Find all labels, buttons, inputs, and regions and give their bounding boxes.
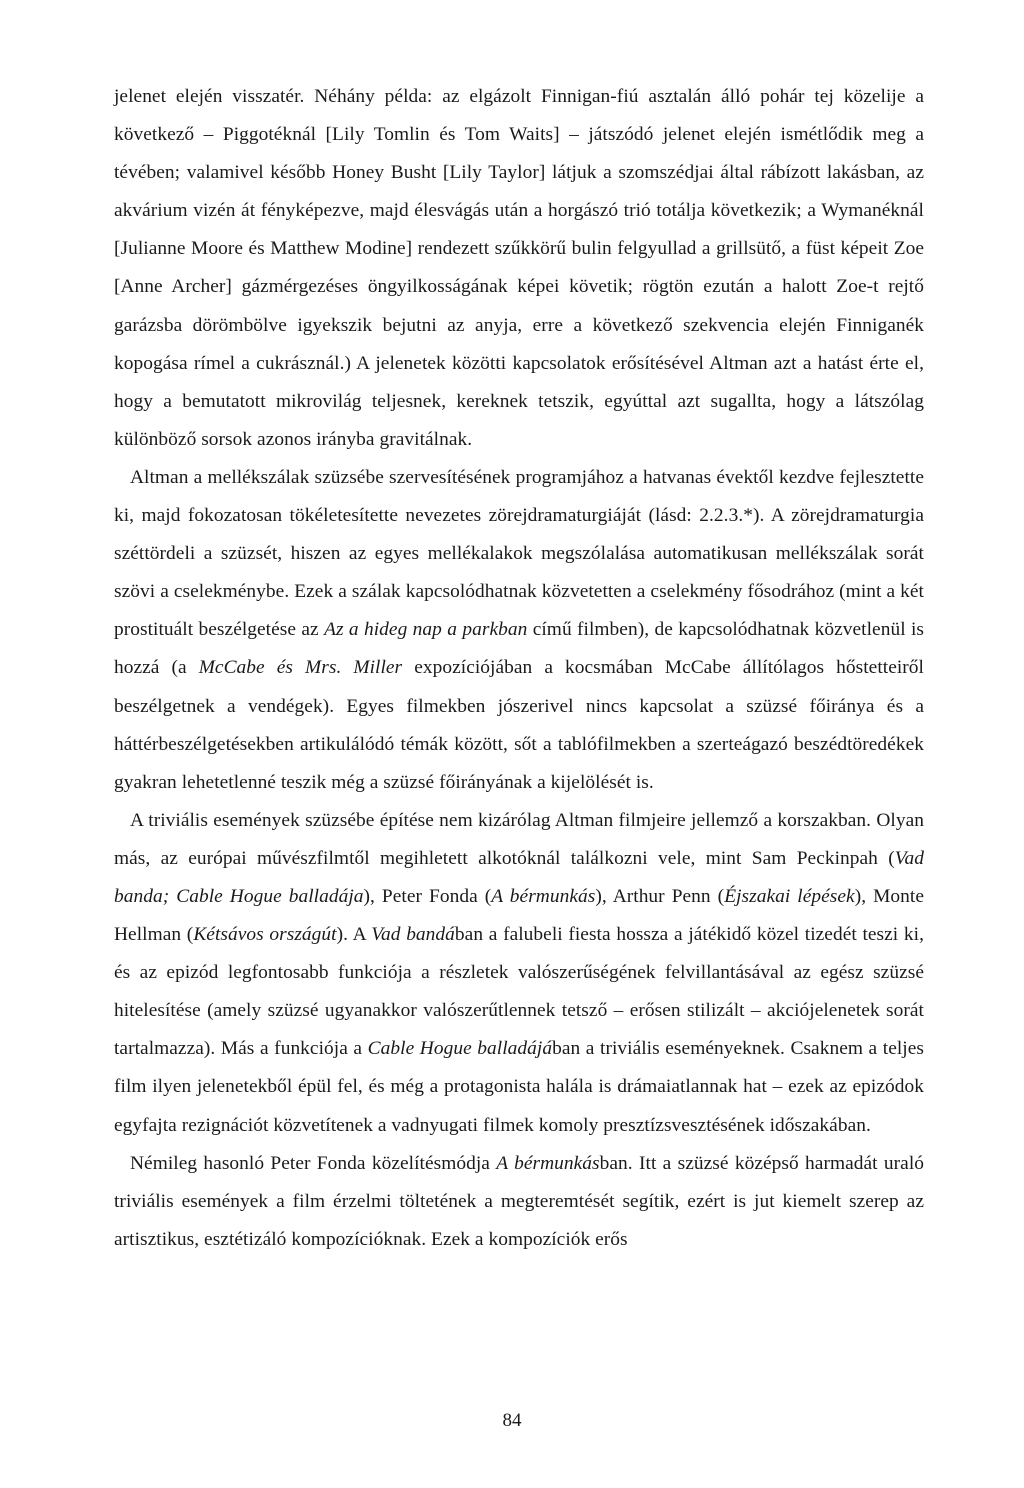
text-run: ), Arthur Penn ( — [595, 885, 725, 907]
italic-title: Az a hideg nap a parkban — [324, 619, 528, 641]
italic-title: Cable Hogue balladájá — [367, 1038, 553, 1060]
paragraph — [114, 78, 924, 459]
italic-title: Vad banda; Cable Hogue balladája — [114, 847, 924, 907]
paragraph — [114, 1145, 924, 1259]
text-run: Némileg hasonló Peter Fonda közelítésmódja — [130, 1152, 497, 1174]
body-text — [114, 78, 924, 1259]
italic-title: McCabe és Mrs. Miller — [198, 657, 403, 679]
text-run: ). A — [336, 924, 372, 946]
text-run: Altman a mellékszálak szüzsébe szervesítésének programjához a hatvanas évektől kezdve fejlesztette ki, majd fokozatosan tökéletesítette nevezetes zörejdramaturgiáját (lásd: 2.2.3.*). A zörejdramaturgia széttördeli a szüzsét, hiszen az egyes mellékalakok megszólalása automatikusan mellékszálak sorát szövi a cselekménybe. Ezek a szálak kapcsolódhatnak közvetetten a cselekmény fősodrához (mint a két prostituált beszélgetése az — [114, 466, 924, 641]
italic-title: A bérmunkás — [491, 885, 596, 907]
text-run: expozíciójában a kocsmában McCabe állítólagos hőstetteiről beszélgetnek a vendégek). Egyes filmekben jószerivel nincs kapcsolat a szüzsé főiránya és a háttérbeszélgetésekben artikulálódó témák között, sőt a tablófilmekben a szerteágazó beszédtöredékek gyakran lehetetlenné teszik még a szüzsé főirányának a kijelölését is. — [114, 657, 924, 793]
paragraph — [114, 802, 924, 1145]
paragraph — [114, 459, 924, 802]
text-run: ban a falubeli fiesta hossza a játékidő közel tizedét teszi ki, és az epizód legfontosabb funkciója a részletek valószerűségének felvillantásával az egész szüzsé hitelesítése (amely szüzsé ugyanakkor valószerűtlennek tetsző – erősen stilizált – akciójelenetek sorát tartalmazza). Más a funkciója a — [114, 924, 924, 1060]
text-run: ban. Itt a szüzsé középső harmadát uraló triviális események a film érzelmi töltetének a megteremtését segítik, ezért is jut kiemelt szerep az artisztikus, esztétizáló kompozícióknak. Ezek a kompozíciók erős — [114, 1152, 924, 1250]
text-run: ), Peter Fonda ( — [363, 885, 492, 907]
italic-title: A bérmunkás — [496, 1152, 600, 1174]
text-run: ban a triviális eseményeknek. Csaknem a teljes film ilyen jelenetekből épül fel, és még a protagonista halála is drámaiatlannak hat – ezek az epizódok egyfajta rezignációt közvetítenek a vadnyugati filmek komoly presztízsvesztésének időszakában. — [114, 1038, 924, 1136]
italic-title: Kétsávos országút — [193, 924, 337, 946]
italic-title: Éjszakai lépések — [724, 885, 855, 907]
text-run: jelenet elején visszatér. Néhány példa: az elgázolt Finnigan-fiú asztalán álló pohár tej közelije a következő – Piggotéknál [Lily Tomlin és Tom Waits] – játszódó jelenet elején ismétlődik meg a tévében; valamivel később Honey Busht [Lily Taylor] látjuk a szomszédjai által rábízott lakásban, az akvárium vizén át fényképezve, majd élesvágás után a horgászó trió totálja következik; a Wymanéknál [Julianne Moore és Matthew Modine] rendezett szűkkörű bulin felgyullad a grillsütő, a füst képeit Zoe [Anne Archer] gázmérgezéses öngyilkosságának képei követik; rögtön ezután a halott Zoe-t rejtő garázsba dörömbölve igyekszik bejutni az anyja, erre a következő szekvencia elején Finniganék kopogása rímel a cukrásznál.) A jelenetek közötti kapcsolatok erősítésével Altman azt a hatást érte el, hogy a bemutatott mikrovilág teljesnek, kereknek tetszik, egyúttal azt sugallta, hogy a látszólag különböző sorsok azonos irányba gravitálnak. — [114, 86, 924, 450]
italic-title: Vad bandá — [371, 924, 455, 946]
text-run: című filmben), de kapcsolódhatnak közvetlenül is hozzá (a — [114, 619, 925, 679]
text-run: ), Monte Hellman ( — [114, 885, 924, 946]
page-number: 84 — [502, 1410, 522, 1431]
text-run: A triviális események szüzsébe építése nem kizárólag Altman filmjeire jellemző a korszakban. Olyan más, az európai művészfilmtől megihletett alkotóknál találkozni vele, mint Sam Peckinpah ( — [114, 809, 924, 869]
